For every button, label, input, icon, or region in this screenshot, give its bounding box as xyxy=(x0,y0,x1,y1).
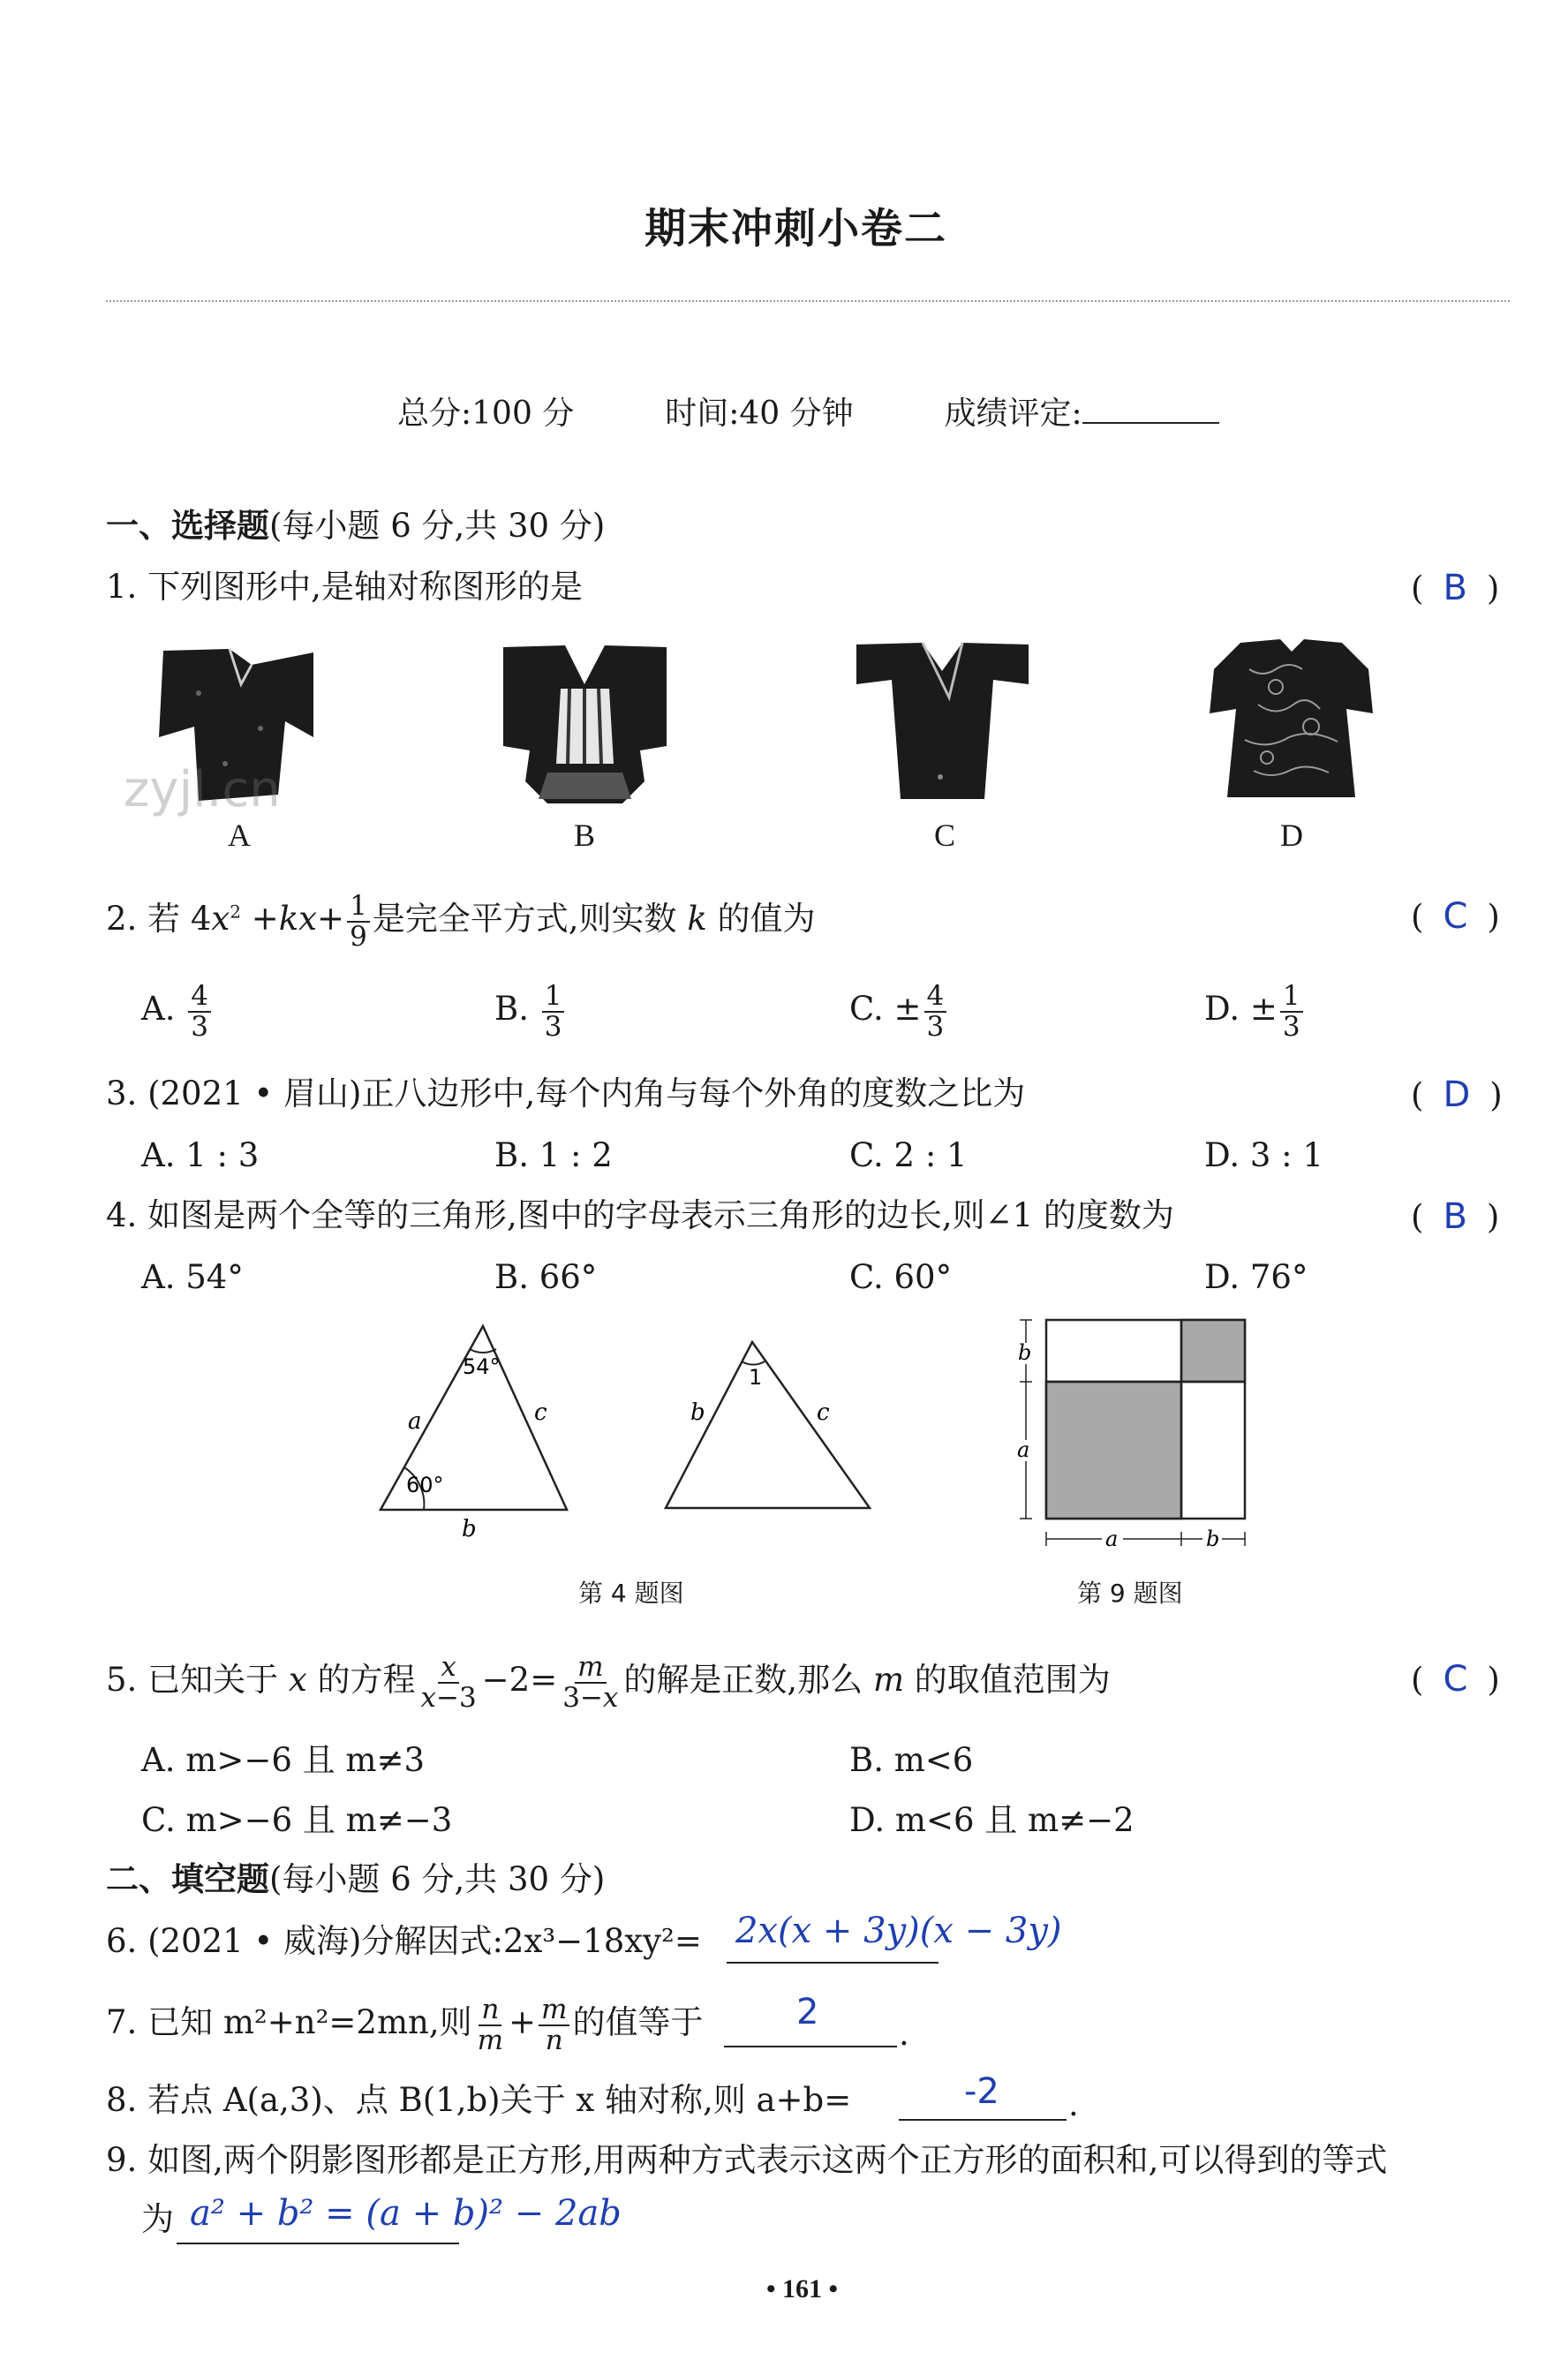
q2-stem: 2. 若 $4x^2 +kx+$ $\frac{1}{9}$ 是完全平方式,则实数 k 的值为 xyxy=(106,890,816,953)
total-score: 总分:100 分 xyxy=(397,396,575,432)
q3-option-a: A. 1 : 3 xyxy=(141,1136,260,1174)
figure-9-caption: 第 9 题图 xyxy=(1077,1579,1183,1608)
q1-option-c: C xyxy=(934,818,956,853)
figure-4 xyxy=(371,1316,901,1563)
q9-line2-prefix: 为 xyxy=(141,2200,174,2238)
angle-1-label: 1 xyxy=(749,1365,763,1390)
section2-heading: 二、填空题(每小题 6 分,共 30 分) xyxy=(106,1859,606,1898)
q5-option-c: C. m>−6 且 m≠−3 xyxy=(141,1801,453,1839)
robe-d-image xyxy=(1205,634,1377,806)
q2-option-a: A. $\frac{4}{3}$ xyxy=(141,982,214,1041)
q3-stem: 3. (2021 • 眉山)正八边形中,每个内角与每个外角的度数之比为 xyxy=(106,1074,1026,1112)
q2-option-d: D. ± $\frac{1}{3}$ xyxy=(1204,982,1306,1041)
figure-9 xyxy=(1006,1311,1254,1549)
q3-option-d: D. 3 : 1 xyxy=(1204,1136,1323,1174)
q7-period: . xyxy=(899,2015,909,2053)
q1-option-a: A xyxy=(228,818,251,853)
title-divider xyxy=(106,300,1510,302)
side-b2-label: b xyxy=(690,1399,705,1426)
q8-answer: -2 xyxy=(964,2071,999,2112)
q4-answer-bracket: ( B ) xyxy=(1411,1196,1500,1237)
q4-option-d: D. 76° xyxy=(1204,1258,1308,1296)
q1-answer: B xyxy=(1443,568,1467,608)
triangle-left xyxy=(381,1326,567,1542)
fig9-b-left-label: b xyxy=(1018,1340,1032,1365)
q8-period: . xyxy=(1068,2085,1079,2123)
robe-c-image xyxy=(852,636,1033,803)
q4-option-c: C. 60° xyxy=(849,1258,953,1296)
q4-option-a: A. 54° xyxy=(141,1258,244,1296)
q7-answer: 2 xyxy=(796,1992,819,2032)
q9-answer: a² + b² = (a + b)² − 2ab xyxy=(190,2193,622,2234)
q4-answer: B xyxy=(1443,1196,1467,1237)
q2-answer-bracket: ( C ) xyxy=(1411,896,1500,937)
angle-60-label: 60° xyxy=(406,1473,444,1497)
q3-answer-bracket: ( D ) xyxy=(1411,1074,1503,1115)
q3-option-b: B. 1 : 2 xyxy=(494,1136,613,1174)
robe-b-image xyxy=(499,640,671,808)
q5-answer: C xyxy=(1443,1659,1468,1700)
q6-stem: 6. (2021 • 威海)分解因式:2x³−18xy²= xyxy=(106,1922,702,1960)
q5-stem: 5. 已知关于 x 的方程 $\frac{x}{x-3}$ −2= $\frac{m}{3-x}$ 的解是正数,那么 m 的取值范围为 xyxy=(106,1651,1111,1714)
triangle-right xyxy=(666,1342,870,1508)
page-title: 期末冲刺小卷二 xyxy=(645,205,947,253)
q8-stem: 8. 若点 A(a,3)、点 B(1,b)关于 x 轴对称,则 a+b= xyxy=(106,2081,852,2119)
q3-answer: D xyxy=(1443,1074,1471,1115)
page-number: • 161 • xyxy=(766,2274,839,2303)
section1-heading: 一、选择题(每小题 6 分,共 30 分) xyxy=(106,506,606,545)
grade-label: 成绩评定: xyxy=(944,396,1082,432)
q9-line1: 9. 如图,两个阴影图形都是正方形,用两种方式表示这两个正方形的面积和,可以得到的等式 xyxy=(106,2141,1388,2179)
fig9-b-bottom-label: b xyxy=(1206,1527,1220,1549)
q5-option-a: A. m>−6 且 m≠3 xyxy=(141,1741,426,1779)
q1-option-d: D xyxy=(1280,818,1303,853)
square-b-shaded xyxy=(1181,1320,1245,1382)
side-b-label: b xyxy=(462,1516,477,1542)
q4-option-b: B. 66° xyxy=(494,1258,598,1296)
q7-stem: 7. 已知 m²+n²=2mn,则 $\frac{n}{m}$ + $\frac{m}{n}$ 的值等于 xyxy=(106,1994,704,2056)
watermark: zyjl.cn xyxy=(124,761,281,818)
side-a-label: a xyxy=(408,1408,422,1435)
figure-4-caption: 第 4 题图 xyxy=(578,1579,684,1608)
q5-option-b: B. m<6 xyxy=(849,1741,974,1779)
q6-answer: 2x(x + 3y)(x − 3y) xyxy=(735,1911,1062,1951)
grade-blank[interactable] xyxy=(1082,422,1219,424)
q5-option-d: D. m<6 且 m≠−2 xyxy=(849,1801,1135,1839)
fig9-a-left-label: a xyxy=(1017,1437,1030,1462)
fig9-a-bottom-label: a xyxy=(1105,1527,1119,1549)
q2-option-c: C. ± $\frac{4}{3}$ xyxy=(849,982,949,1041)
square-a-shaded xyxy=(1046,1382,1181,1519)
q1-answer-bracket: ( B ) xyxy=(1411,568,1500,608)
q2-answer: C xyxy=(1443,896,1468,937)
side-c2-label: c xyxy=(817,1399,830,1426)
q4-stem: 4. 如图是两个全等的三角形,图中的字母表示三角形的边长,则∠1 的度数为 xyxy=(106,1196,1174,1234)
q1-stem: 1. 下列图形中,是轴对称图形的是 xyxy=(106,568,583,606)
q3-option-c: C. 2 : 1 xyxy=(849,1136,968,1174)
time-limit: 时间:40 分钟 xyxy=(665,396,854,432)
meta-line xyxy=(397,388,1219,434)
angle-54-label: 54° xyxy=(463,1354,501,1379)
q2-option-b: B. $\frac{1}{3}$ xyxy=(494,982,567,1041)
q1-option-b: B xyxy=(574,818,596,853)
q5-answer-bracket: ( C ) xyxy=(1411,1659,1500,1700)
side-c-label: c xyxy=(534,1399,547,1426)
